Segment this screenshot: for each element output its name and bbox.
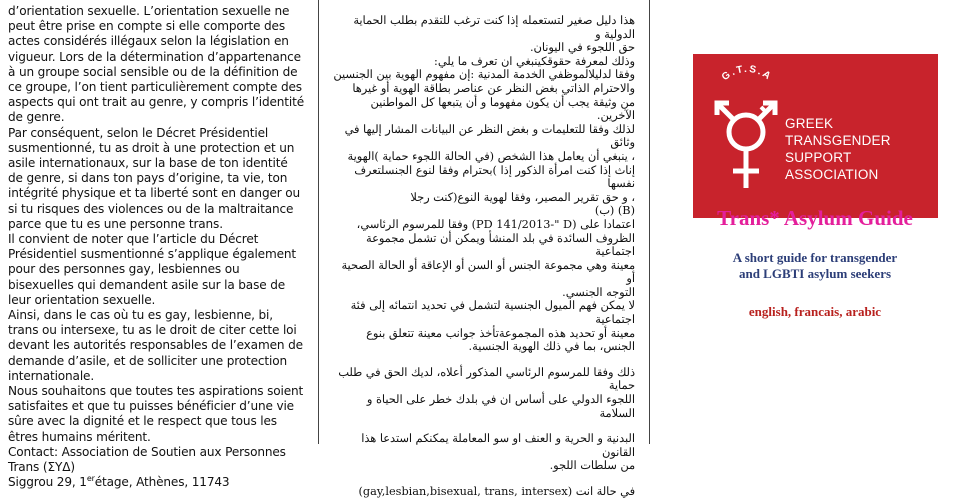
arabic-line: من سلطات اللجو. bbox=[549, 459, 635, 473]
paragraph: d’orientation sexuelle. L’orientation sexuelle ne peut être prise en compte si elle comporte des actes considérés illégaux selon la législation en vigueur. Lors de la détermination d’appartenance à un groupe social sensible ou de la définition de ce groupe, l’on tient particulièrement compte des aspects qui ont trait au genre, y compris l’identité de genre. bbox=[8, 4, 304, 125]
arabic-line: وفقا لدليلالموظفي الخدمة المدنية :إن مفهوم الهوية بين الجنسين bbox=[333, 68, 635, 82]
arabic-line: لا يمكن فهم الميول الجنسية لتشمل في تحديد انتمائه إلى فئة اجتماعية bbox=[350, 299, 635, 327]
arabic-line: اعتمادا على (PD 141/2013-" D) وفقا للمرسوم الرئاسي، bbox=[356, 217, 635, 231]
column-divider-right bbox=[649, 0, 650, 444]
arabic-line: ، و حق تقرير المصير، وفقا لهوية النوع(كنت رجلا bbox=[410, 190, 635, 204]
subtitle-line: and LGBTI asylum seekers bbox=[738, 266, 892, 281]
column-divider-left bbox=[318, 0, 319, 444]
arabic-line: الجنس، بما في ذلك الهوية الجنسية. bbox=[468, 340, 635, 354]
arabic-line: ذلك وفقا للمرسوم الرئاسي المذكور أعلاه، لديك الحق في طلب حماية bbox=[338, 365, 635, 393]
arabic-text-column bbox=[331, 14, 635, 498]
svg-text:G.T.S.A: G.T.S.A bbox=[719, 63, 775, 84]
paragraph-gap bbox=[331, 420, 635, 432]
subtitle-line: A short guide for transgender bbox=[732, 250, 898, 265]
paragraph-gap bbox=[331, 473, 635, 485]
arabic-line: الظروف السائدة في بلد المنشأ ويمكن أن تشمل مجموعة اجتماعية bbox=[366, 231, 635, 259]
gtsa-logo bbox=[693, 54, 938, 218]
french-text-column bbox=[8, 4, 304, 490]
transgender-symbol-icon bbox=[693, 54, 793, 218]
arabic-line: (B) (ب) bbox=[594, 204, 635, 218]
contact-line: Contact: Association de Soutien aux Personnes Trans (ΣΥΔ) bbox=[8, 444, 286, 475]
logo-line: GREEK TRANSGENDER bbox=[785, 116, 891, 148]
arabic-line: من وثيقة يجب أن يكون مفهوما و أن يتبعها كل المواطنين الآخرين. bbox=[370, 95, 635, 123]
arabic-line: حق اللجوء في اليونان. bbox=[529, 41, 635, 55]
languages-line: english, francais, arabic bbox=[748, 304, 882, 319]
arabic-line: في حالة انت (gay,lesbian,bisexual, trans, intersex) bbox=[358, 485, 635, 498]
paragraph-gap bbox=[331, 354, 635, 366]
paragraph: Ainsi, dans le cas où tu es gay, lesbienne, bi, trans ou intersexe, tu as le droit de citer cette loi devant les autorités responsables de l’examen de demande d’asile, et de solliciter une protection internationale. bbox=[8, 308, 303, 383]
address-line: Siggrou 29, 1erétage, Athènes, 11743 bbox=[8, 474, 230, 490]
arabic-line: اللجوء الدولي على أساس ان في بلدك خطر على الحياة و السلامة bbox=[366, 393, 635, 420]
arabic-line: وذلك لمعرفة حقوقكينبغي ان تعرف ما يلي: bbox=[434, 54, 635, 68]
arabic-line: معينة أو تحديد هذه المجموعةتأخذ جوانب معينة تتعلق بنوع bbox=[366, 326, 635, 340]
arabic-line: إناث إذا كنت امرأة الذكور إذا )بحترام وفقا لنوع الجنسلتعرف نفسها bbox=[354, 163, 635, 191]
paragraph: Par conséquent, selon le Décret Présidentiel susmentionné, tu as droit à une protection et un asile internationaux, sur la base de ton identité de genre, si dans ton pays d’origine, ta vie, ton intégrité physique et ta liberté sont en danger ou si tu risques des violences ou de la maltraitance parce que tu es une personne trans. bbox=[8, 125, 301, 231]
guide-title: Trans* Asylum Guide bbox=[717, 206, 913, 230]
guide-subtitle bbox=[690, 250, 940, 282]
arabic-line: هذا دليل صغير لتستعمله إذا كنت ترغب للتقدم بطلب الحماية الدولية و bbox=[353, 14, 635, 41]
arabic-line: البدنية و الحرية و العنف او سو المعاملة يمكنكم استدعا هذا القانون bbox=[361, 432, 635, 459]
logo-line: SUPPORT ASSOCIATION bbox=[785, 150, 879, 182]
logo-text bbox=[785, 115, 938, 183]
arabic-line: لذلك وفقا للتعليمات و بغض النظر عن البيانات المشار إليها في وثائق bbox=[344, 122, 635, 150]
arabic-line: التوجه الجنسي. bbox=[562, 285, 635, 299]
arabic-line: والاحترام الذاتي بغض النظر عن عناصر بطاقة الهوية أو غيرها bbox=[352, 81, 635, 95]
paragraph: Il convient de noter que l’article du Décret Présidentiel susmentionné s’applique également pour des personnes gay, lesbiennes ou bisexuelles qui demandent asile sur la base de leur orientation sexuelle. bbox=[8, 232, 296, 307]
arabic-line: ، ينبغي أن يعامل هذا الشخص (في الحالة اللجوء حماية )الهوية bbox=[347, 149, 635, 163]
arabic-line: معينة وهي مجموعة الجنس أو السن أو الإعاقة أو الحالة الصحية أو bbox=[341, 258, 635, 286]
paragraph: Nous souhaitons que toutes tes aspirations soient satisfaites et que tu puisses bénéficier d’une vie sûre avec la dignité et le respect que tous les êtres humains méritent. bbox=[8, 384, 304, 444]
